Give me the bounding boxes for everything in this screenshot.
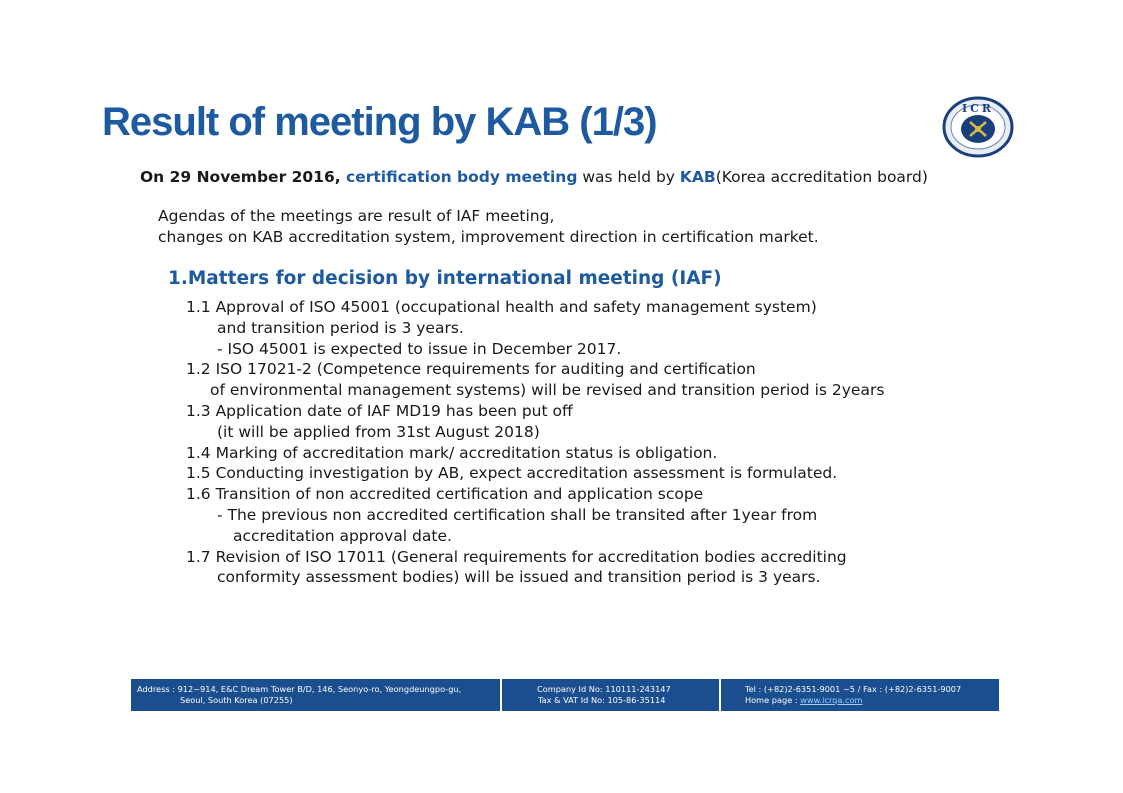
section-heading: 1.Matters for decision by international meeting (IAF) xyxy=(168,268,722,289)
list-item: 1.2 ISO 17021-2 (Competence requirements for auditing and certification xyxy=(186,360,756,379)
list-item: (it will be applied from 31st August 2018) xyxy=(217,422,540,441)
page-title: Result of meeting by KAB (1/3) xyxy=(102,100,657,144)
footer-address: Address : 912~914, E&C Dream Tower B/D, 146, Seonyo-ro, Yeongdeungpo-gu, Seoul, South Korea (07255) xyxy=(137,684,462,705)
list-item: 1.5 Conducting investigation by AB, expect accreditation assessment is formulated. xyxy=(186,464,838,483)
footer-bar xyxy=(131,679,999,711)
agenda-text xyxy=(158,206,819,248)
list-item: 1.1 Approval of ISO 45001 (occupational health and safety management system) xyxy=(186,298,817,316)
agenda-line: changes on KAB accreditation system, improvement direction in certification market. xyxy=(158,228,819,246)
footer-contact: Tel : (+82)2-6351-9001 ~5 / Fax : (+82)2-6351-9007 Home page : www.icrqa.com xyxy=(745,684,962,705)
agenda-line: Agendas of the meetings are result of IAF meeting, xyxy=(158,207,555,225)
footer-company: Company Id No: 110111-243147 Tax & VAT Id No: 105-86-35114 xyxy=(537,684,671,705)
list-item: 1.3 Application date of IAF MD19 has been put off xyxy=(186,401,573,420)
list-item: 1.4 Marking of accreditation mark/ accreditation status is obligation. xyxy=(186,443,718,462)
homepage-link[interactable]: www.icrqa.com xyxy=(800,695,863,705)
footer-divider xyxy=(500,679,502,711)
svg-text:ICR: ICR xyxy=(961,102,995,115)
list-item: accreditation approval date. xyxy=(233,526,452,545)
list-item: and transition period is 3 years. xyxy=(217,318,464,337)
footer-divider xyxy=(719,679,721,711)
intro-line: On 29 November 2016, certification body meeting was held by KAB(Korea accreditation board) xyxy=(140,168,928,186)
list-item: of environmental management systems) will be revised and transition period is 2years xyxy=(210,381,885,400)
list-item: - The previous non accredited certification shall be transited after 1year from xyxy=(217,505,818,524)
list-item: - ISO 45001 is expected to issue in December 2017. xyxy=(217,339,622,358)
list-item: 1.7 Revision of ISO 17011 (General requirements for accreditation bodies accrediting xyxy=(186,547,847,566)
decision-list xyxy=(186,297,884,588)
icr-logo xyxy=(942,96,1014,158)
list-item: 1.6 Transition of non accredited certification and application scope xyxy=(186,485,704,504)
list-item: conformity assessment bodies) will be issued and transition period is 3 years. xyxy=(217,568,821,587)
